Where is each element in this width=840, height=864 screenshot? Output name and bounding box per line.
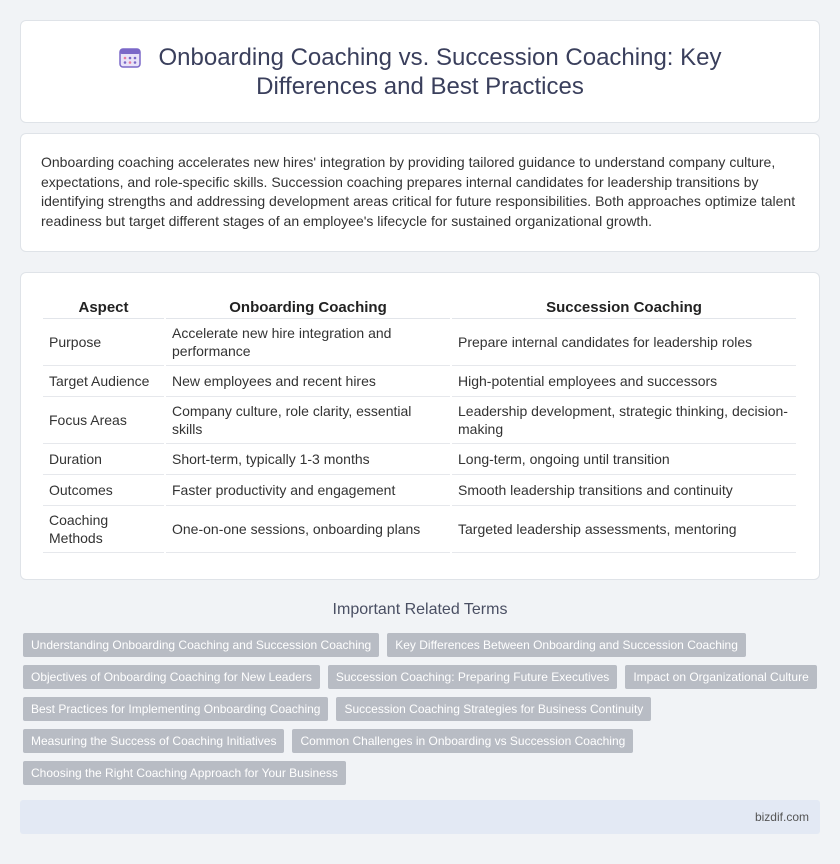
cell-onboarding: One-on-one sessions, onboarding plans bbox=[166, 506, 450, 553]
page-title-wrap bbox=[21, 43, 819, 101]
related-term-tag[interactable]: Understanding Onboarding Coaching and Succession Coaching bbox=[23, 633, 379, 657]
intro-card bbox=[20, 133, 820, 252]
cell-onboarding: Faster productivity and engagement bbox=[166, 475, 450, 506]
cell-aspect: Purpose bbox=[43, 319, 164, 366]
table-row bbox=[43, 506, 796, 553]
related-term-tag[interactable]: Succession Coaching: Preparing Future Executives bbox=[328, 665, 617, 689]
comparison-table bbox=[41, 297, 798, 553]
table-row bbox=[43, 444, 796, 475]
related-terms-title: Important Related Terms bbox=[332, 601, 508, 618]
cell-succession: High-potential employees and successors bbox=[452, 366, 796, 397]
related-term-tag[interactable]: Objectives of Onboarding Coaching for New Leaders bbox=[23, 665, 320, 689]
related-terms-list bbox=[23, 633, 823, 785]
related-term-tag[interactable]: Key Differences Between Onboarding and Succession Coaching bbox=[387, 633, 746, 657]
cell-succession: Prepare internal candidates for leadership roles bbox=[452, 319, 796, 366]
related-term-tag[interactable]: Succession Coaching Strategies for Business Continuity bbox=[336, 697, 651, 721]
comparison-card bbox=[20, 272, 820, 580]
cell-onboarding: New employees and recent hires bbox=[166, 366, 450, 397]
related-term-tag[interactable]: Impact on Organizational Culture bbox=[625, 665, 816, 689]
related-term-tag[interactable]: Common Challenges in Onboarding vs Succession Coaching bbox=[292, 729, 633, 753]
table-row bbox=[43, 397, 796, 444]
cell-aspect: Duration bbox=[43, 444, 164, 475]
cell-onboarding: Company culture, role clarity, essential skills bbox=[166, 397, 450, 444]
cell-succession: Long-term, ongoing until transition bbox=[452, 444, 796, 475]
calendar-icon bbox=[119, 46, 141, 68]
footer-site-link[interactable]: bizdif.com bbox=[754, 810, 809, 824]
cell-onboarding: Accelerate new hire integration and performance bbox=[166, 319, 450, 366]
table-header-row bbox=[43, 297, 796, 319]
header-succession: Succession Coaching bbox=[452, 297, 796, 319]
table-row bbox=[43, 475, 796, 506]
cell-succession: Smooth leadership transitions and continuity bbox=[452, 475, 796, 506]
intro-paragraph: Onboarding coaching accelerates new hires' integration by providing tailored guidance to understand company culture, expectations, and role-specific skills. Succession coaching prepares internal candidates for leadership transitions by identifying strengths and addressing development areas critical for future responsibilities. Both approaches optimize talent readiness but target different stages of an employee's lifecycle for sustained organizational growth. bbox=[41, 154, 796, 229]
cell-succession: Targeted leadership assessments, mentoring bbox=[452, 506, 796, 553]
footer bbox=[20, 800, 820, 834]
header-onboarding: Onboarding Coaching bbox=[166, 297, 450, 319]
title-card bbox=[20, 20, 820, 123]
cell-aspect: Target Audience bbox=[43, 366, 164, 397]
cell-aspect: Outcomes bbox=[43, 475, 164, 506]
cell-aspect: Focus Areas bbox=[43, 397, 164, 444]
page-title: Onboarding Coaching vs. Succession Coaching: Key Differences and Best Practices bbox=[158, 44, 722, 100]
related-term-tag[interactable]: Best Practices for Implementing Onboarding Coaching bbox=[23, 697, 328, 721]
cell-succession: Leadership development, strategic thinking, decision-making bbox=[452, 397, 796, 444]
header-aspect: Aspect bbox=[43, 297, 164, 319]
table-row bbox=[43, 319, 796, 366]
cell-onboarding: Short-term, typically 1-3 months bbox=[166, 444, 450, 475]
related-term-tag[interactable]: Choosing the Right Coaching Approach for Your Business bbox=[23, 761, 346, 785]
related-term-tag[interactable]: Measuring the Success of Coaching Initiatives bbox=[23, 729, 284, 753]
table-row bbox=[43, 366, 796, 397]
cell-aspect: Coaching Methods bbox=[43, 506, 164, 553]
